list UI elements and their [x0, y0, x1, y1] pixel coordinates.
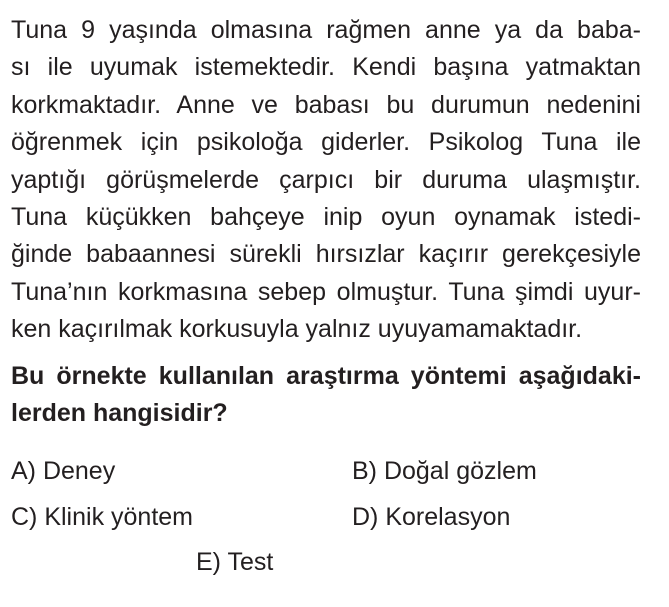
question-line: lerden hangisidir? [11, 399, 228, 428]
passage-line: yaptığı görüşmelerde çarpıcı bir duruma ulaşmıştır. [11, 165, 641, 194]
question-passage [11, 12, 641, 349]
answer-option-c[interactable]: C) Klinik yöntem [11, 503, 193, 531]
passage-line: Tuna’nın korkmasına sebep olmuştur. Tuna şimdi uyur- [11, 277, 641, 306]
question-stem [11, 358, 641, 433]
question-line: Bu örnekte kullanılan araştırma yöntemi aşağıdaki- [11, 362, 641, 390]
passage-line: ken kaçırılmak korkusuyla yalnız uyuyamamaktadır. [11, 315, 583, 344]
answer-option-d[interactable]: D) Korelasyon [352, 503, 511, 531]
passage-line: ğinde babaannesi sürekli hırsızlar kaçırır gerekçesiyle [11, 240, 641, 269]
answer-option-b[interactable]: B) Doğal gözlem [352, 457, 537, 485]
passage-line: sı ile uyumak istemektedir. Kendi başına yatmaktan [11, 53, 641, 82]
passage-line: Tuna küçükken bahçeye inip oyun oynamak istedi- [11, 203, 641, 232]
answer-option-a[interactable]: A) Deney [11, 457, 116, 485]
passage-line: Tuna 9 yaşında olmasına rağmen anne ya da baba- [11, 16, 641, 44]
answer-option-e[interactable]: E) Test [196, 548, 274, 576]
passage-line: korkmaktadır. Anne ve babası bu durumun nedenini [11, 90, 641, 119]
passage-line: öğrenmek için psikoloğa giderler. Psikolog Tuna ile [11, 128, 641, 157]
